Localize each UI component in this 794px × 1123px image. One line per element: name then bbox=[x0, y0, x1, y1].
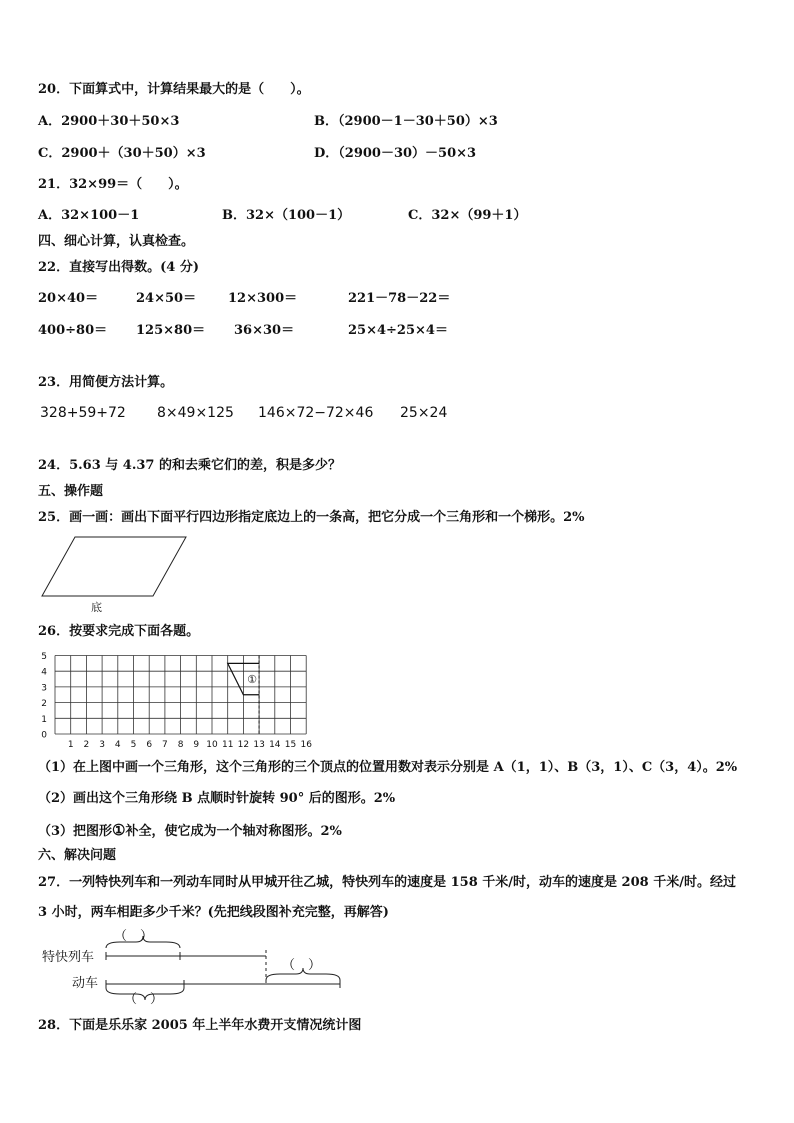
q22-r2-c2: 125×80＝ bbox=[136, 323, 206, 338]
q22-r2-c1: 400÷80＝ bbox=[38, 323, 108, 338]
q21-option-b: B．32×（100－1） bbox=[222, 208, 351, 223]
parallelogram bbox=[42, 537, 186, 596]
q23-expr-4: 25×24 bbox=[400, 405, 448, 421]
x-tick-label: 12 bbox=[237, 740, 250, 750]
q26-sub1: （1）在上图中画一个三角形，这个三角形的三个顶点的位置用数对表示分别是 A（1，1）、B（3，1）、C（3，4）。2% bbox=[38, 760, 738, 775]
q27-line2: 3 小时，两车相距多少千米？(先把线段图补充完整，再解答) bbox=[38, 905, 389, 920]
x-tick-label: 10 bbox=[206, 740, 218, 750]
paren-difference: （ ） bbox=[282, 958, 322, 973]
q23-stem: 23．用简便方法计算。 bbox=[38, 375, 174, 390]
q22-r2-c4: 25×4÷25×4＝ bbox=[348, 323, 448, 338]
q20-option-b: B．（2900－1－30＋50）×3 bbox=[314, 114, 498, 129]
x-tick-label: 11 bbox=[221, 740, 234, 750]
y-tick-label: 3 bbox=[41, 683, 47, 694]
q22-r1-c3: 12×300＝ bbox=[228, 291, 298, 306]
q26-sub2: （2）画出这个三角形绕 B 点顺时针旋转 90° 后的图形。2% bbox=[38, 791, 396, 806]
y-tick-label: 4 bbox=[41, 667, 47, 678]
paren-bullet: （ ） bbox=[124, 992, 164, 1007]
q28-stem: 28．下面是乐乐家 2005 年上半年水费开支情况统计图 bbox=[38, 1018, 362, 1033]
section-6-heading: 六、解决问题 bbox=[38, 848, 117, 863]
coordinate-grid bbox=[36, 648, 326, 750]
q26-sub3 bbox=[38, 822, 342, 840]
q26-sub3-post: 补全，使它成为一个轴对称图形。2% bbox=[125, 824, 342, 839]
x-tick-label: 16 bbox=[300, 740, 312, 750]
q26-stem: 26．按要求完成下面各题。 bbox=[38, 624, 200, 639]
q22-r2-c3: 36×30＝ bbox=[234, 323, 295, 338]
x-tick-label: 4 bbox=[114, 740, 121, 750]
x-tick-label: 13 bbox=[253, 740, 265, 750]
q20-option-a: A．2900＋30＋50×3 bbox=[38, 114, 180, 129]
bullet-train-label: 动车 bbox=[72, 976, 99, 991]
q23-expr-1: 328+59+72 bbox=[40, 405, 126, 421]
q20-stem: 20．下面算式中，计算结果最大的是（ ）。 bbox=[38, 82, 310, 97]
q25-stem: 25．画一画：画出下面平行四边形指定底边上的一条高，把它分成一个三角形和一个梯形。2% bbox=[38, 510, 585, 525]
q26-sub3-mark: ① bbox=[112, 821, 126, 839]
q21-option-c: C．32×（99＋1） bbox=[408, 208, 527, 223]
paren-express: （ ） bbox=[114, 929, 154, 944]
q21-stem: 21．32×99＝（ ）。 bbox=[38, 177, 188, 192]
q23-expr-2: 8×49×125 bbox=[157, 405, 234, 421]
q22-r1-c4: 221－78－22＝ bbox=[348, 291, 451, 306]
q20-option-d: D．（2900－30）－50×3 bbox=[314, 146, 477, 161]
q22-r1-c1: 20×40＝ bbox=[38, 291, 99, 306]
x-tick-label: 5 bbox=[130, 740, 137, 750]
q27-line1: 27．一列特快列车和一列动车同时从甲城开往乙城，特快列车的速度是 158 千米/时，动车的速度是 208 千米/时。经过 bbox=[38, 875, 736, 890]
base-label: 底 bbox=[91, 601, 102, 614]
q22-stem: 22．直接写出得数。(4 分) bbox=[38, 260, 199, 275]
y-tick-label: 2 bbox=[41, 699, 47, 710]
x-tick-label: 3 bbox=[99, 740, 105, 750]
q26-sub3-pre: （3）把图形 bbox=[38, 824, 113, 839]
x-tick-label: 8 bbox=[177, 740, 184, 750]
q22-r1-c2: 24×50＝ bbox=[136, 291, 197, 306]
x-tick-label: 9 bbox=[193, 740, 200, 750]
x-tick-label: 14 bbox=[269, 740, 281, 750]
x-tick-label: 15 bbox=[284, 740, 297, 750]
section-4-heading: 四、细心计算，认真检查。 bbox=[38, 234, 195, 249]
x-tick-label: 1 bbox=[67, 740, 74, 750]
y-tick-label: 0 bbox=[41, 730, 47, 741]
q20-option-c: C．2900＋（30＋50）×3 bbox=[38, 146, 206, 161]
y-tick-label: 5 bbox=[41, 652, 47, 662]
y-tick-label: 1 bbox=[41, 714, 47, 725]
q24-stem: 24．5.63 与 4.37 的和去乘它们的差，积是多少？ bbox=[38, 458, 341, 473]
x-tick-label: 7 bbox=[162, 740, 168, 750]
parallelogram-figure bbox=[38, 532, 198, 616]
section-5-heading: 五、操作题 bbox=[38, 484, 104, 499]
x-tick-label: 6 bbox=[146, 740, 153, 750]
express-train-label: 特快列车 bbox=[42, 950, 95, 965]
x-tick-label: 2 bbox=[83, 740, 90, 750]
shape-one-label: ① bbox=[247, 672, 257, 686]
q21-option-a: A．32×100－1 bbox=[38, 208, 140, 223]
q23-expr-3: 146×72−72×46 bbox=[258, 405, 374, 421]
